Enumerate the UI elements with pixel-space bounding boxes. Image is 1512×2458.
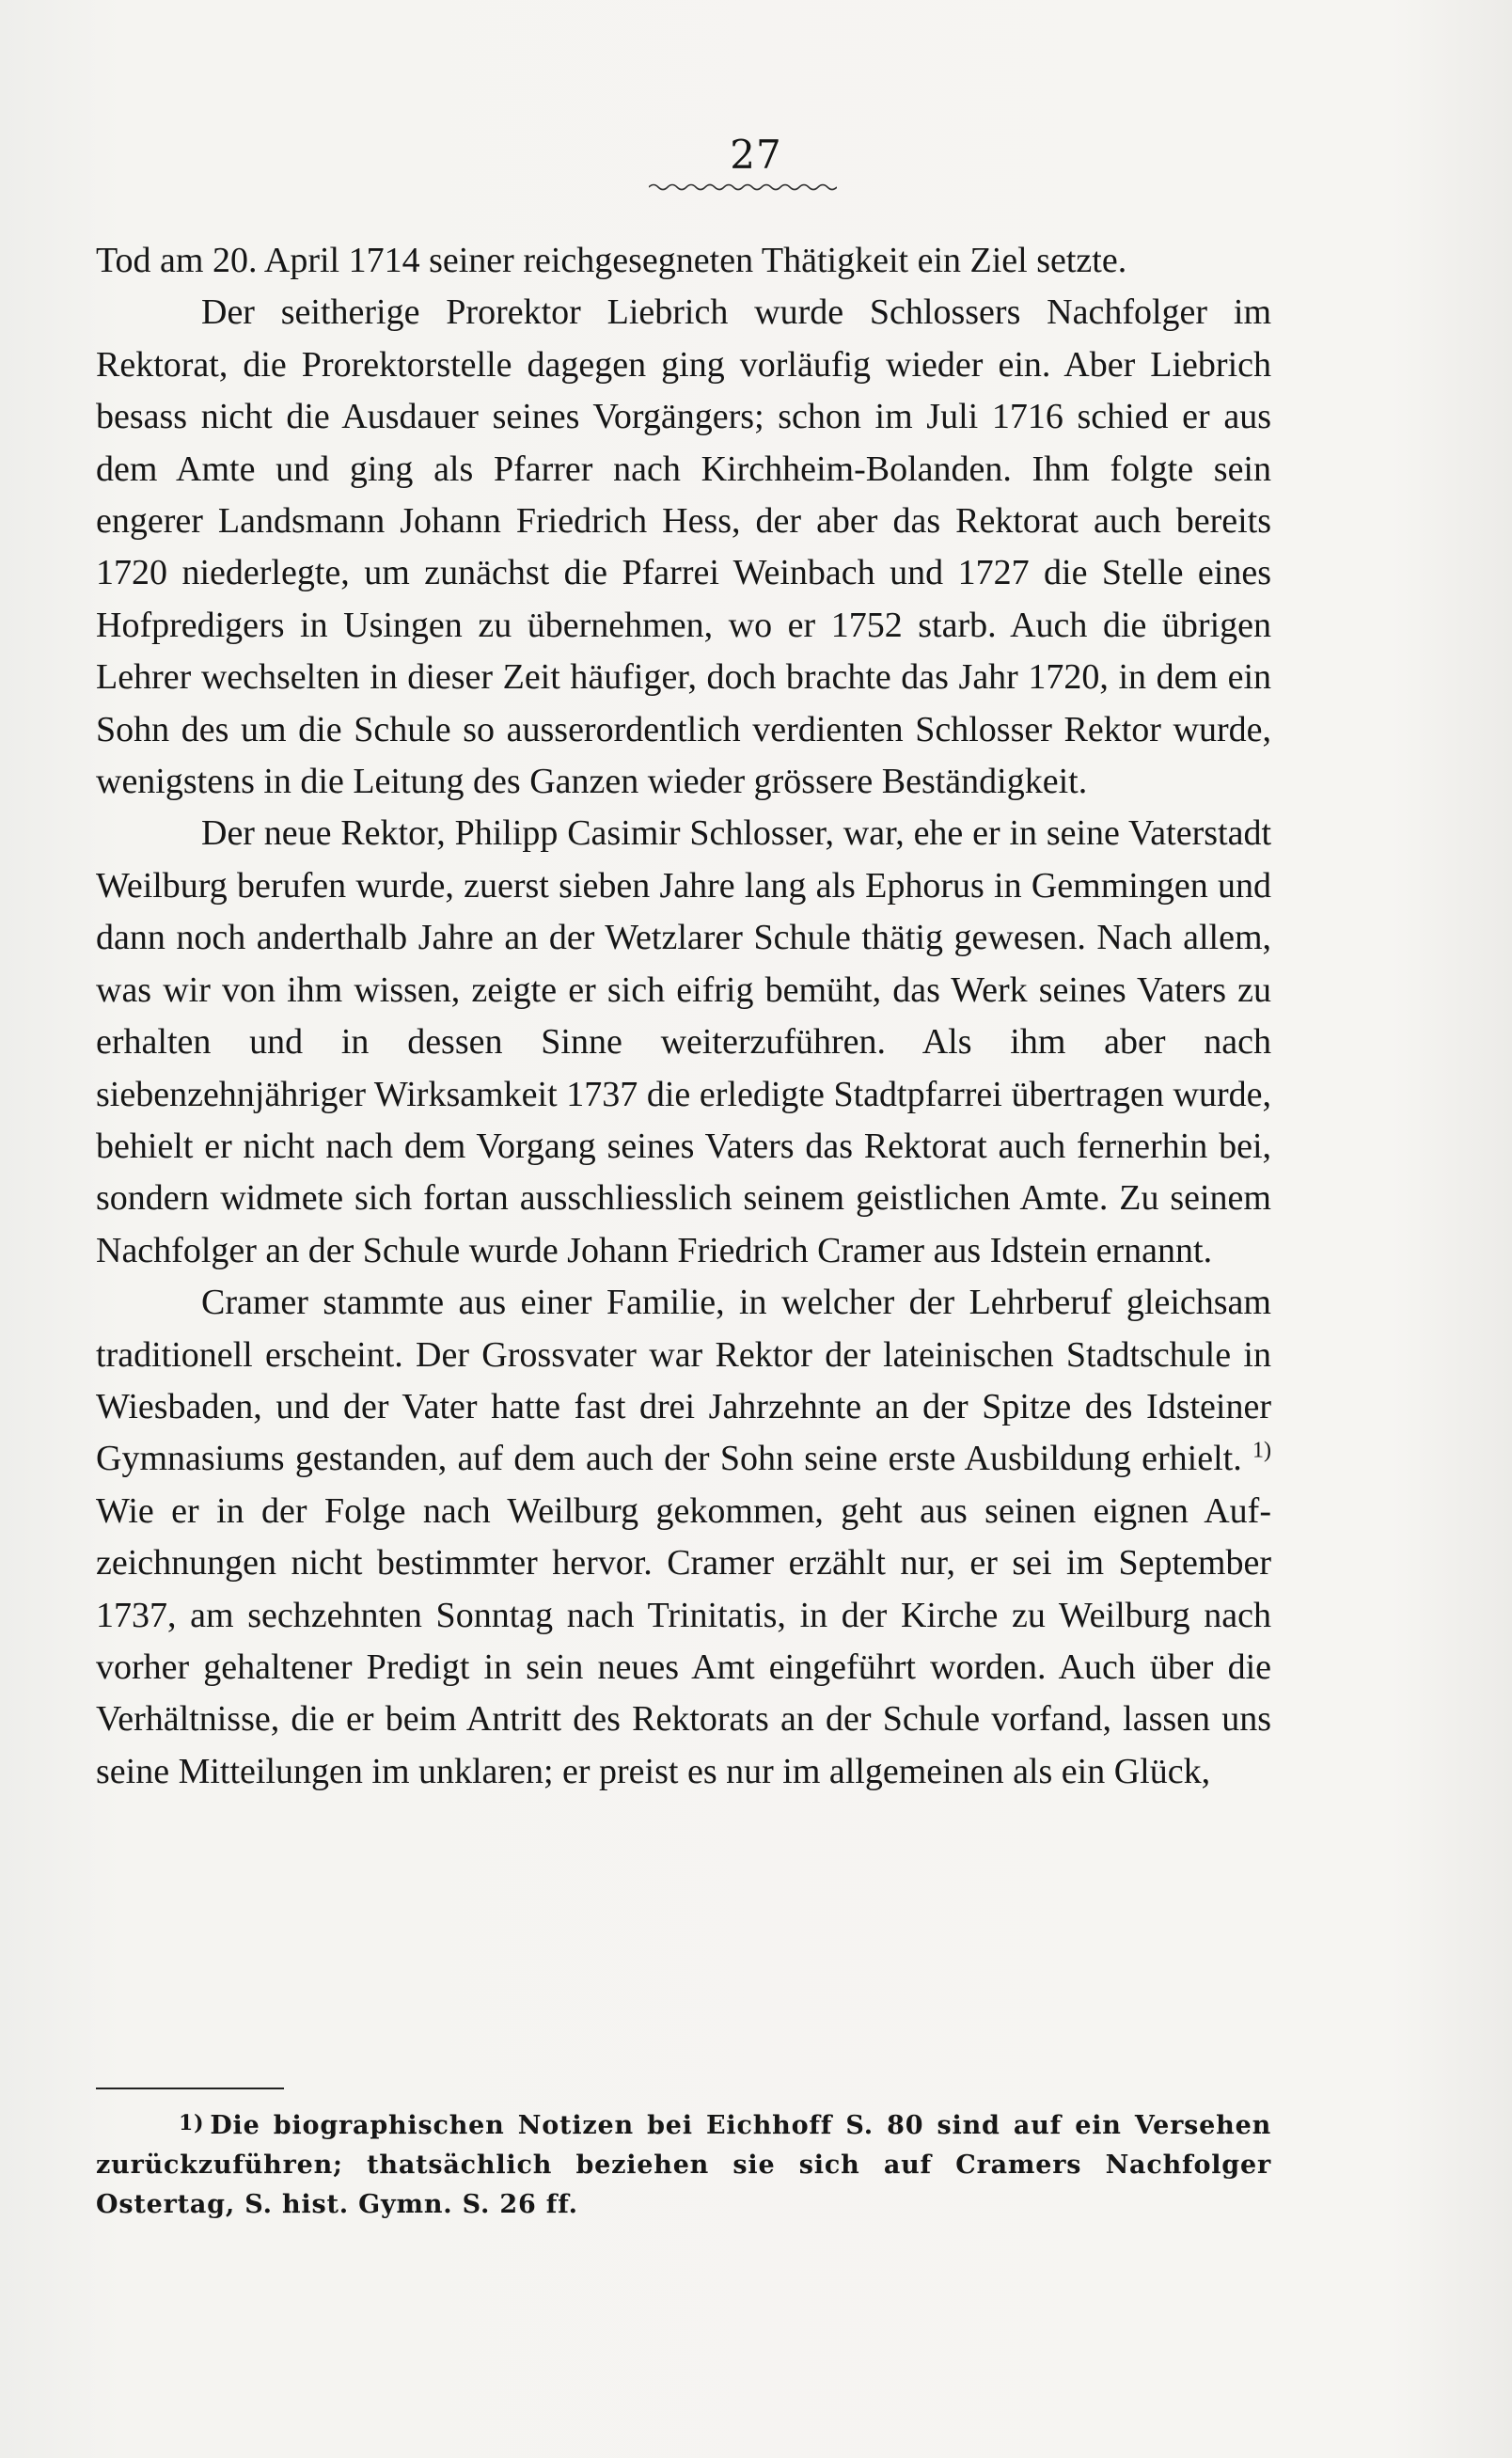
page-number-ornament	[649, 181, 837, 194]
footnote-divider	[96, 2088, 284, 2089]
footnote	[96, 2103, 1271, 2225]
paragraph-text: Cramer stammte aus einer Familie, in welcher der Lehrberuf gleichsam traditionell erscheint. Der Grossvater war Rektor der lateinischen Stadtschule in Wiesbaden, und der Vater hatte fast drei Jahrzehnte an der Spitze des Idsteiner Gymnasiums gestanden, auf dem auch der Sohn seine erste Ausbildung erhielt.	[96, 1283, 1271, 1479]
paragraph	[96, 808, 1271, 1277]
page-number: 27	[730, 132, 782, 178]
body-text	[96, 235, 1271, 1798]
paragraph	[96, 287, 1271, 808]
footnote-text: Die biographischen Notizen bei Eichhoff S. 80 sind auf ein Versehen zurückzuführen; thatsächlich beziehen sie sich auf Cramers Nachfolger Ostertag, S. hist. Gymn. S. 26 ff.	[96, 2111, 1271, 2219]
footnote-reference[interactable]: 1)	[1252, 1438, 1272, 1463]
paragraph-text: Der seitherige Prorektor Liebrich wurde Schlossers Nachfolger im Rektorat, die Prorektorstelle dagegen ging vorläufig wieder ein. Aber Liebrich besass nicht die Ausdauer seines Vorgängers; schon im Juli 1716 schied er aus dem Amte und ging als Pfarrer nach Kirchheim-Bolanden. Ihm folgte sein engerer Landsmann Johann Friedrich Hess, der aber das Rektorat auch bereits 1720 niederlegte, um zunächst die Pfarrei Weinbach und 1727 die Stelle eines Hofpredigers in Usingen zu übernehmen, wo er 1752 starb. Auch die übrigen Lehrer wechselten in dieser Zeit häufiger, doch brachte das Jahr 1720, in dem ein Sohn des um die Schule so ausserordentlich verdienten Schlosser Rektor wurde, wenigstens in die Leitung des Ganzen wieder grössere Beständigkeit.	[96, 292, 1271, 802]
paragraph-text: Tod am 20. April 1714 seiner reichgesegneten Thätigkeit ein Ziel setzte.	[96, 241, 1127, 280]
paragraph	[96, 235, 1271, 287]
paragraph-text-continued: Wie er in der Folge nach Weilburg gekommen, geht aus seinen eignen Aufzeichnungen nicht bestimmter hervor. Cramer erzählt nur, er sei im September 1737, am sechzehnten Sonntag nach Trinitatis, in der Kirche zu Weilburg nach vorher gehaltener Predigt in sein neues Amt eingeführt worden. Auch über die Verhältnisse, die er beim Antritt des Rektorats an der Schule vorfand, lassen uns seine Mitteilungen im unklaren; er preist es nur im allgemeinen als ein Glück,	[96, 1490, 1271, 1791]
paragraph	[96, 1277, 1271, 1798]
footnote-mark: 1)	[179, 2111, 205, 2135]
paragraph-text: Der neue Rektor, Philipp Casimir Schlosser, war, ehe er in seine Vaterstadt Weilburg berufen wurde, zuerst sieben Jahre lang als Ephorus in Gemmingen und dann noch anderthalb Jahre an der Wetzlarer Schule thätig gewesen. Nach allem, was wir von ihm wissen, zeigte er sich eifrig bemüht, das Werk seines Vaters zu erhalten und in dessen Sinne weiterzuführen. Als ihm aber nach siebenzehnjähriger Wirksamkeit 1737 die erledigte Stadtpfarrei übertragen wurde, behielt er nicht nach dem Vorgang seines Vaters das Rektorat auch fernerhin bei, sondern widmete sich fortan ausschliesslich seinem geistlichen Amte. Zu seinem Nachfolger an der Schule wurde Johann Friedrich Cramer aus Idstein ernannt.	[96, 813, 1271, 1270]
